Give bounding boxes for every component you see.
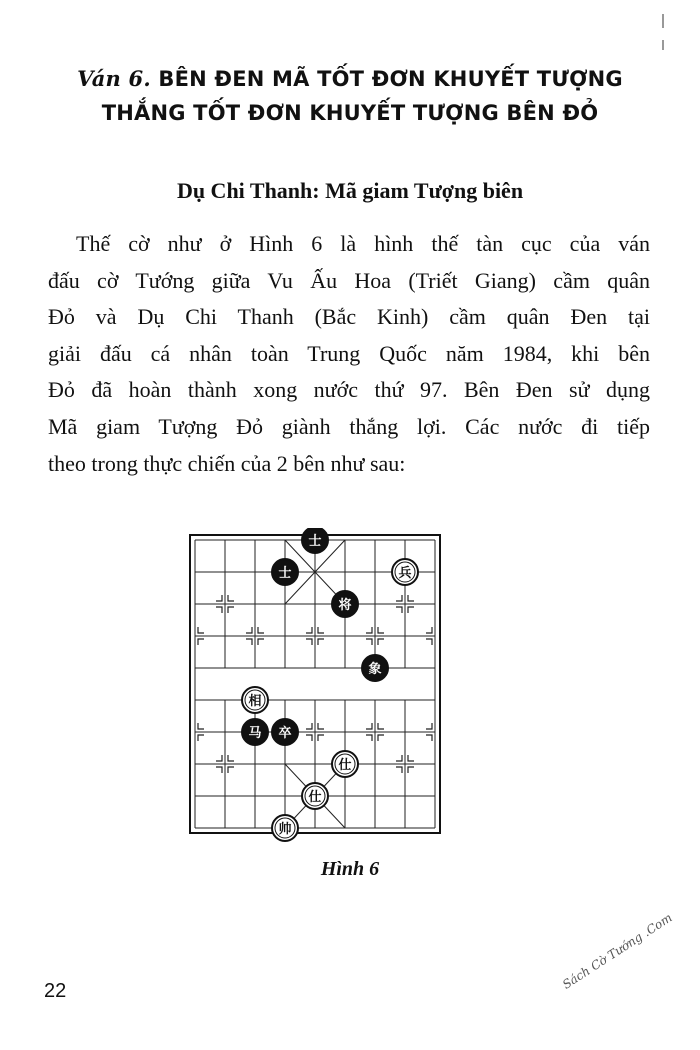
paragraph-line: đấu cờ Tướng giữa Vu Ấu Hoa (Triết Giang) cầm quân [48,267,650,293]
position-marker [318,735,324,741]
position-marker [216,607,222,613]
position-marker [216,767,222,773]
position-marker [306,627,312,633]
position-marker [396,607,402,613]
edge-mark [662,40,664,50]
heading-lead: Ván 6. [77,66,151,91]
position-marker [306,735,312,741]
watermark: Sách Cờ Tướng .Com [560,910,675,992]
position-marker [396,767,402,773]
position-marker [396,595,402,601]
paragraph-line: giải đấu cá nhân toàn Trung Quốc năm 1984, khi bên [48,340,650,366]
position-marker [306,723,312,729]
heading-line-2: THẮNG TỐT ĐƠN KHUYẾT TƯỢNG BÊN ĐỎ [101,101,599,125]
figure-caption: Hình 6 [320,858,380,880]
piece-label: 士 [278,566,292,581]
position-marker [228,595,234,601]
position-marker [198,627,204,633]
position-marker [366,735,372,741]
position-marker [408,595,414,601]
paragraph-line: Đỏ đã hoàn thành xong nước thứ 97. Bên Đen sử dụng [48,377,650,403]
position-marker [198,639,204,645]
position-marker [396,755,402,761]
position-marker [378,639,384,645]
position-marker [258,639,264,645]
position-marker [426,639,432,645]
position-marker [408,767,414,773]
position-marker [408,607,414,613]
position-marker [318,723,324,729]
piece-label: 士 [308,534,322,549]
piece-label: 兵 [398,566,412,581]
piece-label: 马 [248,726,262,741]
position-marker [366,723,372,729]
position-marker [408,755,414,761]
position-marker [366,627,372,633]
position-marker [318,627,324,633]
position-marker [366,639,372,645]
position-marker [426,723,432,729]
piece-label: 将 [338,598,352,613]
position-marker [228,767,234,773]
piece-label: 仕 [338,758,352,773]
heading-line-1-rest: BÊN ĐEN MÃ TỐT ĐƠN KHUYẾT TƯỢNG [158,67,623,91]
page-number: 22 [44,980,67,1002]
xiangqi-board [180,528,450,848]
paragraph-line: Thế cờ như ở Hình 6 là hình thế tàn cục của ván [76,231,650,256]
position-marker [198,723,204,729]
position-marker [246,639,252,645]
heading-line-1 [40,62,660,96]
paragraph-line: Đỏ và Dụ Chi Thanh (Bắc Kinh) cầm quân Đen tại [48,304,650,330]
position-marker [216,595,222,601]
body-paragraph [48,226,650,482]
paragraph-line: theo trong thực chiến của 2 bên như sau: [48,450,406,476]
position-marker [306,639,312,645]
position-marker [318,639,324,645]
section-subtitle: Dụ Chi Thanh: Mã giam Tượng biên [176,178,524,203]
paragraph-line: Mã giam Tượng Đỏ giành thắng lợi. Các nước đi tiếp [48,413,650,439]
piece-label: 卒 [278,726,292,741]
piece-label: 象 [368,662,382,677]
position-marker [258,627,264,633]
position-marker [228,755,234,761]
xiangqi-board-figure [180,528,450,848]
edge-mark [662,14,664,28]
position-marker [246,627,252,633]
position-marker [426,735,432,741]
piece-label: 相 [248,694,262,709]
position-marker [198,735,204,741]
position-marker [378,735,384,741]
piece-label: 帅 [278,822,292,837]
position-marker [378,627,384,633]
position-marker [228,607,234,613]
piece-label: 仕 [308,790,322,805]
position-marker [378,723,384,729]
game-heading [40,62,660,130]
position-marker [426,627,432,633]
position-marker [216,755,222,761]
